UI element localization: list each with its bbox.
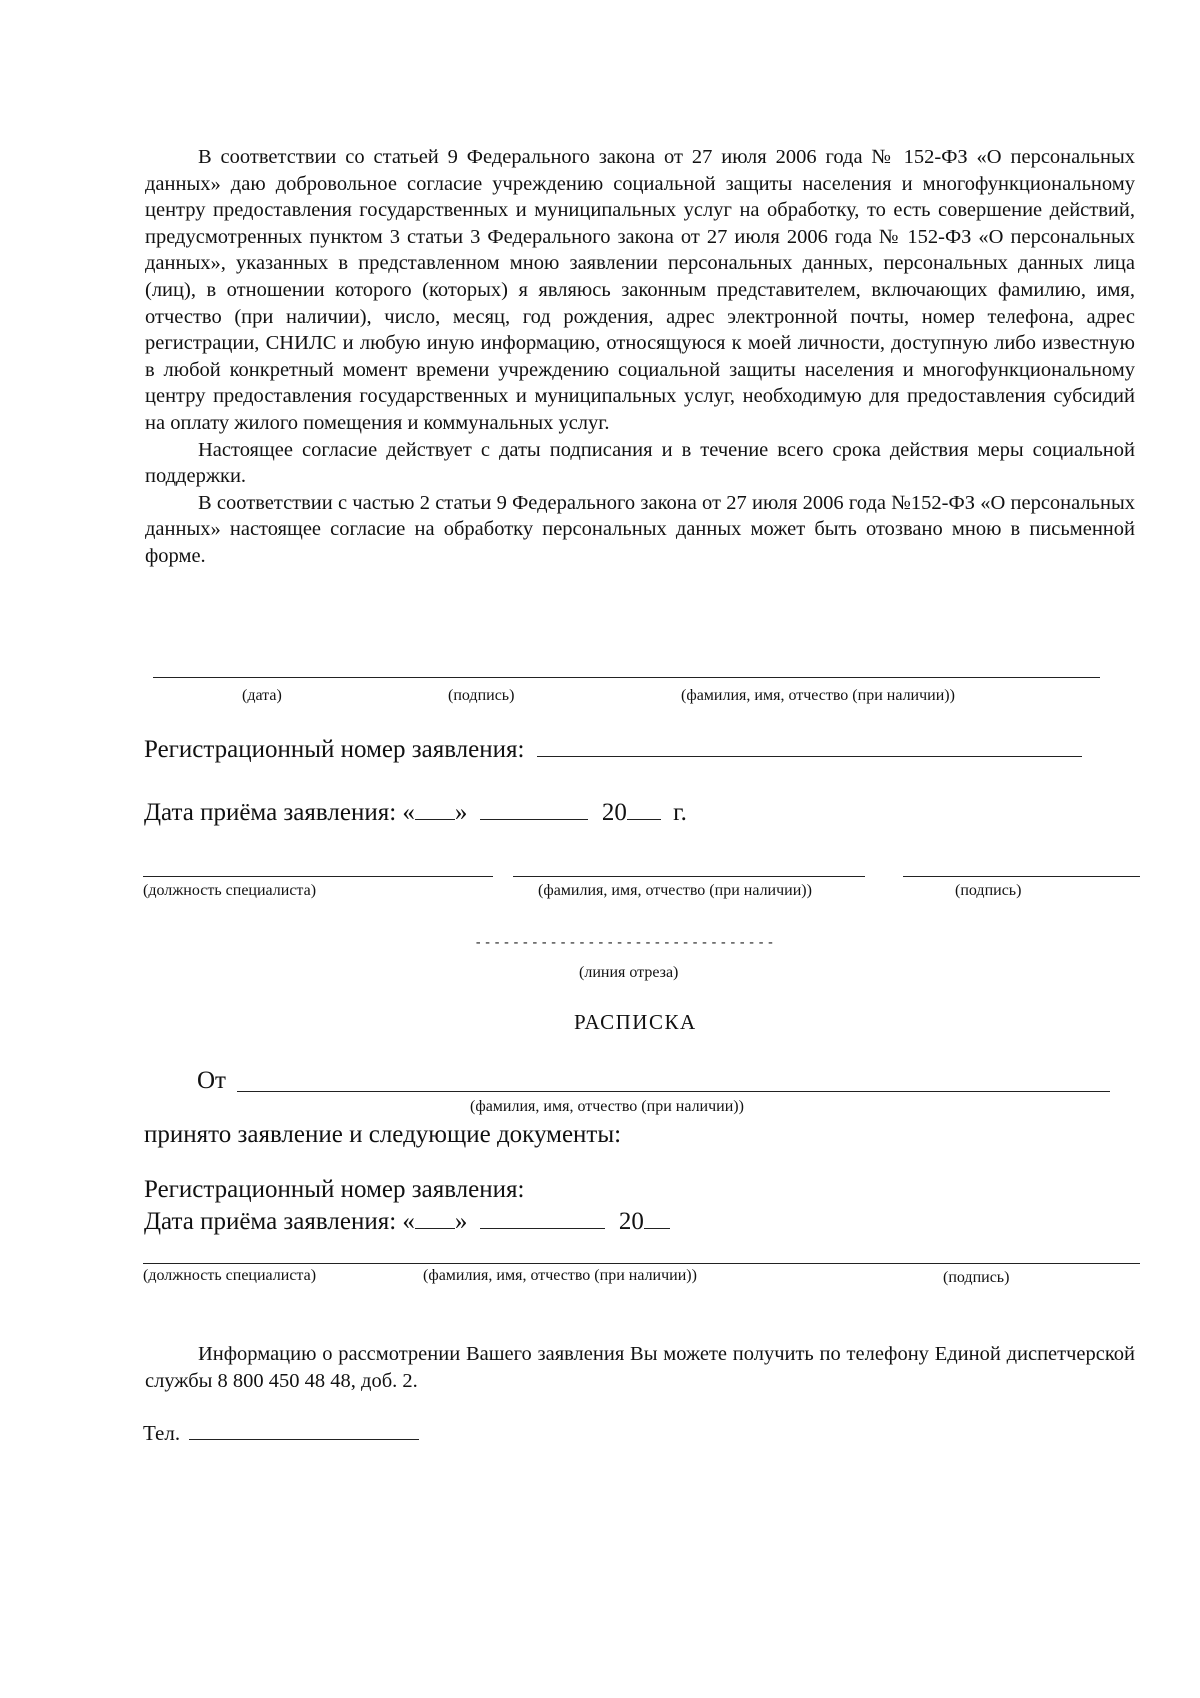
fullname-caption: (фамилия, имя, отчество (при наличии)) xyxy=(681,687,955,704)
month-field[interactable] xyxy=(480,797,588,820)
receipt-position-caption: (должность специалиста) xyxy=(143,1267,317,1284)
receipt-year-field[interactable] xyxy=(644,1206,670,1229)
receipt-from-label: От xyxy=(197,1067,226,1094)
receipt-from-caption: (фамилия, имя, отчество (при наличии)) xyxy=(470,1098,744,1115)
phone-label: Тел. xyxy=(143,1421,181,1445)
specialist-signature-caption: (подпись) xyxy=(955,882,1022,899)
phone-field[interactable] xyxy=(189,1419,419,1440)
registration-number-field[interactable] xyxy=(537,734,1082,757)
year-field[interactable] xyxy=(627,797,661,820)
cut-line-caption: (линия отреза) xyxy=(579,964,679,981)
receipt-quote-close: » xyxy=(454,1208,468,1235)
registration-date-label: Дата приёма заявления: xyxy=(144,799,397,826)
specialist-signature-line[interactable] xyxy=(903,876,1140,877)
consent-text xyxy=(145,144,1135,570)
year-prefix: 20 xyxy=(601,799,627,826)
info-text: Информацию о рассмотрении Вашего заявления Вы можете получить по телефону Единой диспетчерской службы 8 800 450 48 48, доб. 2. xyxy=(145,1343,1135,1392)
year-suffix: г. xyxy=(673,799,687,826)
receipt-from-line[interactable] xyxy=(237,1091,1110,1092)
specialist-name-line[interactable] xyxy=(513,876,865,877)
consent-paragraph-1: В соответствии со статьей 9 Федерального закона от 27 июля 2006 года № 152-ФЗ «О персональных данных» даю добровольное согласие учреждению социальной защиты населения и многофункциональному центру предоставления государственных и муниципальных услуг на обработку, то есть совершение действий, предусмотренных пунктом 3 статьи 3 Федерального закона от 27 июля 2006 года № 152-ФЗ «О персональных данных», указанных в представленном мною заявлении персональных данных, персональных данных лица (лиц), в отношении которого (которых) я являюсь законным представителем, включающих фамилию, имя, отчество (при наличии), число, месяц, год рождения, адрес электронной почты, номер телефона, адрес регистрации, СНИЛС и любую иную информацию, относящуюся к моей личности, доступную либо известную в любой конкретный момент времени учреждению социальной защиты населения и многофункциональному центру предоставления государственных и муниципальных услуг, необходимую для предоставления субсидий на оплату жилого помещения и коммунальных услуг. xyxy=(145,146,1135,434)
consent-paragraph-2: Настоящее согласие действует с даты подписания и в течение всего срока действия меры социальной поддержки. xyxy=(145,438,1135,488)
registration-number-label: Регистрационный номер заявления: xyxy=(144,736,525,763)
receipt-number-label: Регистрационный номер заявления: xyxy=(144,1176,525,1203)
phone-row xyxy=(143,1418,419,1448)
receipt-title: РАСПИСКА xyxy=(574,1010,697,1034)
quote-close: » xyxy=(454,799,468,826)
consent-paragraph-3: В соответствии с частью 2 статьи 9 Федерального закона от 27 июля 2006 года №152-ФЗ «О персональных данных» настоящее согласие на обработку персональных данных может быть отозвано мною в письменной форме. xyxy=(145,491,1135,567)
specialist-position-caption: (должность специалиста) xyxy=(143,882,317,899)
specialist-name-caption: (фамилия, имя, отчество (при наличии)) xyxy=(538,882,812,899)
registration-number-row xyxy=(144,734,1082,765)
day-field[interactable] xyxy=(415,797,455,820)
receipt-quote-open: « xyxy=(402,1208,415,1235)
cut-line: -------------------------------- xyxy=(474,936,776,950)
signature-caption: (подпись) xyxy=(448,687,515,704)
receipt-day-field[interactable] xyxy=(415,1206,455,1229)
quote-open: « xyxy=(402,799,415,826)
receipt-accepted-text: принято заявление и следующие документы: xyxy=(144,1121,622,1148)
receipt-year-prefix: 20 xyxy=(618,1208,644,1235)
date-caption: (дата) xyxy=(242,687,282,704)
receipt-signature-caption: (подпись) xyxy=(943,1269,1010,1286)
receipt-date-row xyxy=(144,1206,670,1237)
receipt-date-label: Дата приёма заявления: xyxy=(144,1208,397,1235)
receipt-name-caption: (фамилия, имя, отчество (при наличии)) xyxy=(423,1267,697,1284)
registration-date-row xyxy=(144,797,687,828)
signature-line[interactable] xyxy=(153,677,1100,678)
receipt-month-field[interactable] xyxy=(480,1206,605,1229)
receipt-specialist-line[interactable] xyxy=(143,1263,1140,1264)
specialist-position-line[interactable] xyxy=(143,876,493,877)
